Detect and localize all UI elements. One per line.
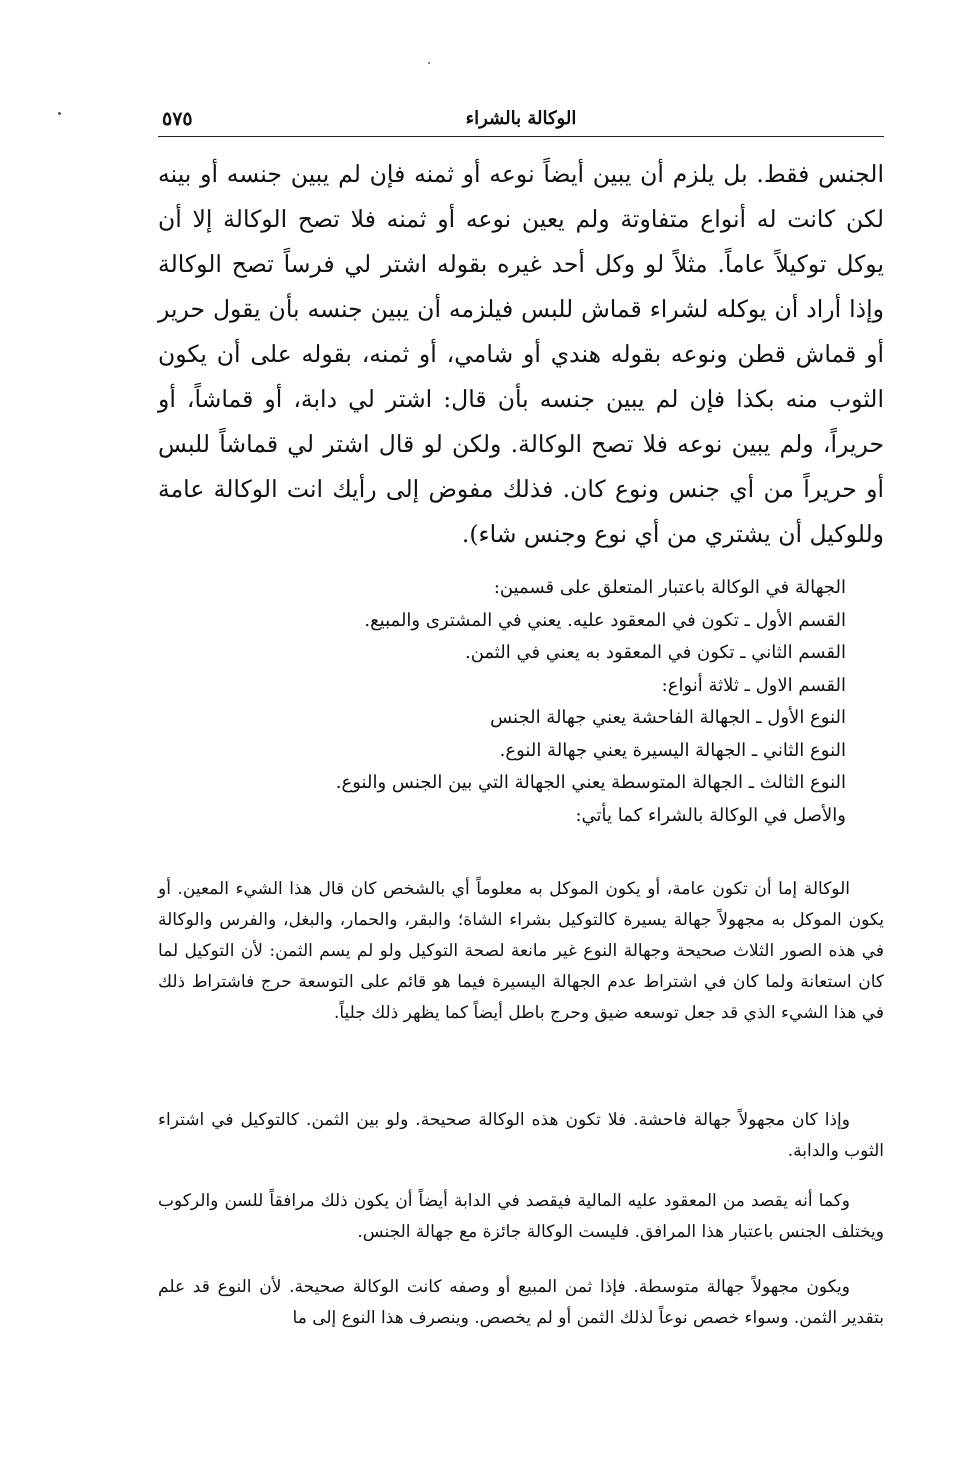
main-paragraph	[158, 152, 884, 557]
note-text: وكما أنه يقصد من المعقود عليه المالية فيقصد في الدابة أيضاً أن يكون ذلك مرافقاً للسن والركوب ويختلف الجنس باعتبار هذا المرافق. فليست الوكالة جائزة مع جهالة الجنس.	[158, 1191, 884, 1242]
list-line: القسم الأول ـ تكون في المعقود عليه. يعني في المشترى والمبيع.	[364, 609, 846, 631]
note-paragraph	[158, 874, 884, 1029]
note-paragraph	[158, 1105, 884, 1167]
list-line: النوع الأول ـ الجهالة الفاحشة يعني جهالة الجنس	[490, 707, 846, 728]
note-text: ويكون مجهولاً جهالة متوسطة. فإذا ثمن المبيع أو وصفه كانت الوكالة صحيحة. لأن النوع قد علم بتقدير الثمن. وسواء خصص نوعاً لذلك الثمن أو لم يخصص. وينصرف هذا النوع إلى ما	[158, 1277, 884, 1328]
scan-speck	[428, 62, 430, 64]
list-line: النوع الثاني ـ الجهالة اليسيرة يعني جهالة النوع.	[499, 739, 846, 761]
scan-speck	[58, 112, 61, 115]
list-line: القسم الثاني ـ تكون في المعقود به يعني في الثمن.	[464, 642, 846, 663]
list-line: القسم الاول ـ ثلاثة أنواع:	[661, 674, 846, 696]
list-line: النوع الثالث ـ الجهالة المتوسطة يعني الجهالة التي بين الجنس والنوع.	[335, 772, 846, 793]
ignorance-types-list	[300, 572, 846, 832]
list-line: والأصل في الوكالة بالشراء كما يأتي:	[575, 804, 846, 826]
page-number: ٥٧٥	[162, 108, 193, 130]
note-text: وإذا كان مجهولاً جهالة فاحشة. فلا تكون هذه الوكالة صحيحة. ولو بين الثمن. كالتوكيل في اشتراء الثوب والدابة.	[158, 1110, 884, 1161]
page-header	[158, 108, 884, 137]
note-text: الوكالة إما أن تكون عامة، أو يكون الموكل به معلوماً أي بالشخص كان قال هذا الشيء المعين. أو يكون الموكل به مجهولاً جهالة يسيرة كالتوكيل بشراء الشاة؛ والبقر، والحمار، والبغل، والفرس والوكالة في هذه الصور الثلاث صحيحة وجهالة النوع غير مانعة لصحة التوكيل ولو لم يسم الثمن: لأن التوكيل لما كان استعانة ولما كان في اشتراط عدم الجهالة اليسيرة فيما هو قائم على التوسعة حرج فاشتراط ذلك في هذا الشيء الذي قد جعل توسعه ضيق وحرج باطل أيضاً كما يظهر ذلك جلياً.	[158, 879, 884, 1023]
list-line: الجهالة في الوكالة باعتبار المتعلق على قسمين:	[493, 577, 846, 598]
running-title: الوكالة بالشراء	[465, 108, 577, 129]
note-paragraph	[158, 1186, 884, 1248]
main-paragraph-text: الجنس فقط. بل يلزم أن يبين أيضاً نوعه أو ثمنه فإن لم يبين جنسه أو بينه لكن كانت له أنواع متفاوتة ولم يعين نوعه أو ثمنه فلا تصح الوكالة إلا أن يوكل توكيلاً عاماً. مثلاً لو وكل أحد غيره بقوله اشتر لي فرساً تصح الوكالة وإذا أراد أن يوكله لشراء قماش للبس فيلزمه أن يبين جنسه بأن يقول حرير أو قماش قطن ونوعه بقوله هندي أو شامي، أو ثمنه، بقوله على أن يكون الثوب منه بكذا فإن لم يبين جنسه بأن قال: اشتر لي دابة، أو قماشاً، أو حريراً، ولم يبين نوعه فلا تصح الوكالة. ولكن لو قال اشتر لي قماشاً للبس أو حريراً من أي جنس ونوع كان. فذلك مفوض إلى رأيك انت الوكالة عامة وللوكيل أن يشتري من أي نوع وجنس شاء).	[158, 160, 884, 548]
note-paragraph	[158, 1272, 884, 1334]
